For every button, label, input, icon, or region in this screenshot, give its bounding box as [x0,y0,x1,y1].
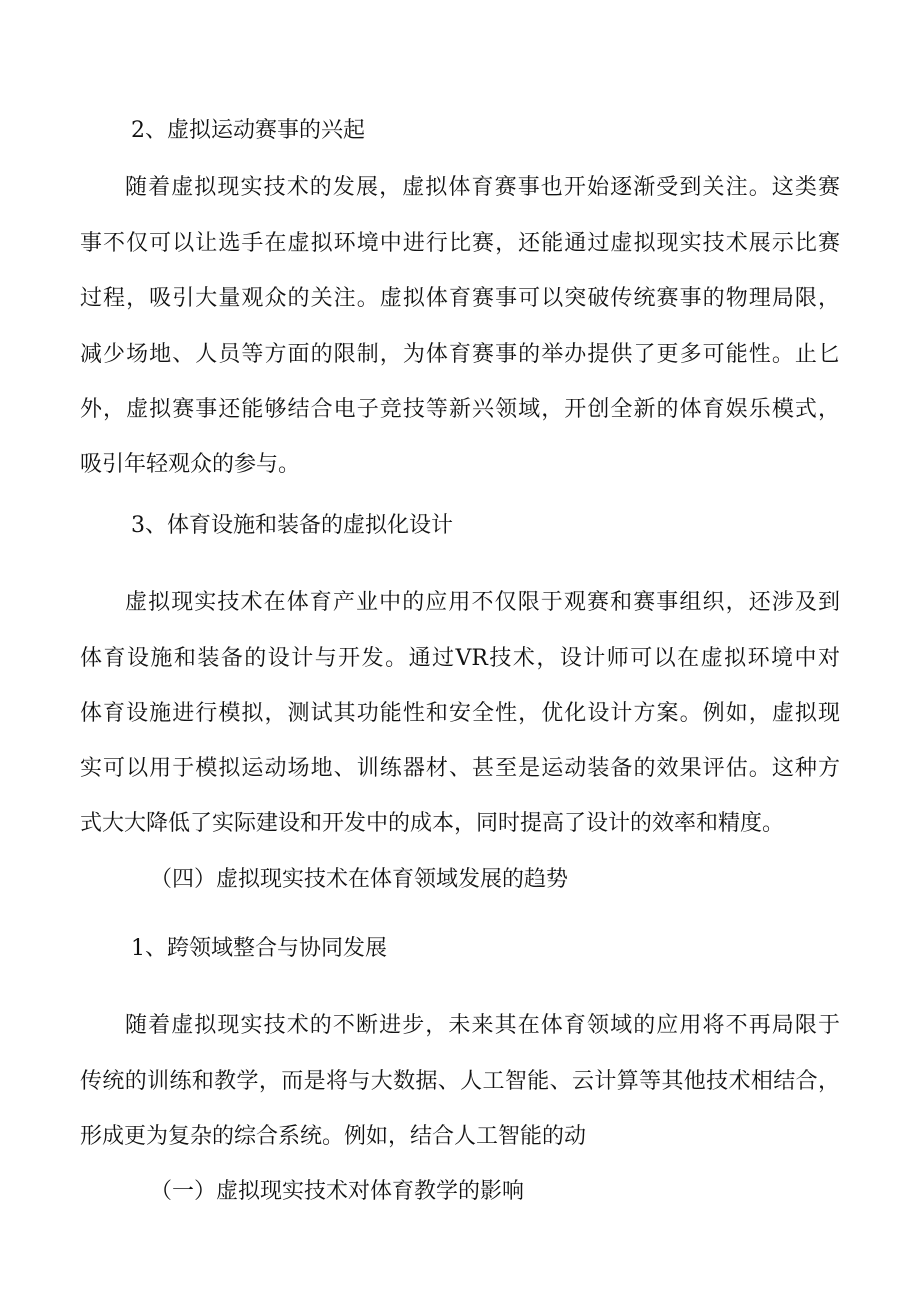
section-heading: 2、虚拟运动赛事的兴起 [131,118,365,143]
paragraph-line: 式大大降低了实际建设和开发中的成本，同时提高了设计的效率和精度。 [80,811,785,836]
paragraph-line: 实可以用于模拟运动场地、训练器材、甚至是运动装备的效果评估。这种方 [80,756,840,781]
section-heading: 3、体育设施和装备的虚拟化设计 [131,513,453,538]
paragraph-line: 体育设施进行模拟，测试其功能性和安全性，优化设计方案。例如，虚拟现 [80,701,840,726]
paragraph-line: 事不仅可以让选手在虚拟环境中进行比赛，还能通过虚拟现实技术展示比赛 [80,231,840,256]
paragraph-line: 传统的训练和教学，而是将与大数据、人工智能、云计算等其他技术相结合， [80,1069,840,1094]
part-heading: （一）虚拟现实技术对体育教学的影响 [150,1179,525,1204]
paragraph-line: 虚拟现实技术在体育产业中的应用不仅限于观赛和赛事组织，还涉及到 [125,590,840,615]
paragraph-line: 外，虚拟赛事还能够结合电子竞技等新兴领域，开创全新的体育娱乐模式， [80,397,840,422]
paragraph-line: 形成更为复杂的综合系统。例如，结合人工智能的动 [80,1124,587,1149]
paragraph-line: 减少场地、人员等方面的限制，为体育赛事的举办提供了更多可能性。止匕 [80,342,840,367]
subsection-heading: 1、跨领域整合与协同发展 [131,936,387,961]
paragraph-line: 随着虚拟现实技术的不断进步，未来其在体育领域的应用将不再局限于 [125,1013,840,1038]
paragraph-line: 过程，吸引大量观众的关注。虚拟体育赛事可以突破传统赛事的物理局限， [80,286,840,311]
paragraph-line: 吸引年轻观众的参与。 [80,452,301,477]
paragraph-line: 随着虚拟现实技术的发展，虚拟体育赛事也开始逐渐受到关注。这类赛 [125,175,840,200]
paragraph-line: 体育设施和装备的设计与开发。通过VR技术，设计师可以在虚拟环境中对 [80,646,840,671]
part-heading: （四）虚拟现实技术在体育领域发展的趋势 [150,867,569,892]
